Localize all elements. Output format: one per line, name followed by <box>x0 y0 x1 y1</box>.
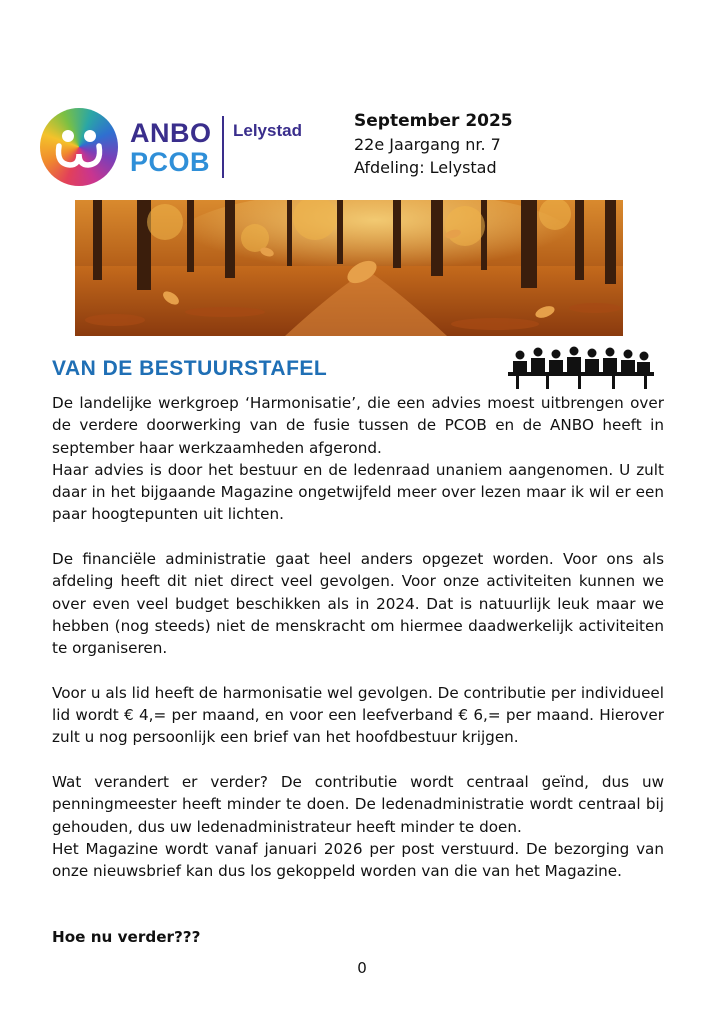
issue-department: Afdeling: Lelystad <box>354 158 497 177</box>
logo-emblem-icon <box>40 108 118 186</box>
article-body <box>52 392 664 905</box>
logo-text-anbo: ANBO <box>130 118 212 148</box>
paragraph: Het Magazine wordt vanaf januari 2026 per post verstuurd. De bezorging van onze nieuwsbrief kan dus los gekoppeld worden van die van het Magazine. <box>52 839 664 881</box>
section-title: VAN DE BESTUURSTAFEL <box>52 357 328 380</box>
paragraph: Haar advies is door het bestuur en de ledenraad unaniem aangenomen. U zult daar in het bijgaande Magazine ongetwijfeld meer over lezen maar ik wil er een paar hoogtepunten uit lichten. <box>52 460 664 524</box>
meeting-table-silhouette-icon <box>508 343 654 391</box>
logo-divider <box>222 116 224 178</box>
paragraph: De financiële administratie gaat heel anders opgezet worden. Voor ons als afdeling heeft dit niet direct veel gevolgen. Voor onze activiteiten kunnen we over even veel budget beschikken als in 2024. Dat is natuurlijk leuk maar we hebben (nog steeds) niet de menskracht om hiermee daadwerkelijk activiteiten te organiseren. <box>52 550 664 658</box>
paragraph: De landelijke werkgroep ‘Harmonisatie’, die een advies moest uitbrengen over de verdere doorwerking van de fusie tussen de PCOB en de ANBO heeft in september haar werkzaamheden afgerond. <box>52 394 664 457</box>
logo-text-pcob: PCOB <box>130 147 211 177</box>
paragraph: Wat verandert er verder? De contributie wordt centraal geïnd, dus uw penningmeester heeft minder te doen. De ledenadministratie wordt centraal bij gehouden, dus uw ledenadministrateur heeft minder te doen. <box>52 773 664 836</box>
issue-date: September 2025 <box>354 111 513 131</box>
paragraph: Voor u als lid heeft de harmonisatie wel gevolgen. De contributie per individueel lid wordt € 4,= per maand, en voor een leefverband € 6,= per maand. Hierover zult u nog persoonlijk een brief van het hoofdbestuur krijgen. <box>52 683 664 747</box>
issue-volume: 22e Jaargang nr. 7 <box>354 135 501 154</box>
subheading: Hoe nu verder??? <box>52 928 201 946</box>
anbo-pcob-logo <box>40 108 310 192</box>
logo-branch-name: Lelystad <box>233 121 302 140</box>
issue-info <box>354 110 513 179</box>
autumn-forest-photo <box>75 200 623 336</box>
page-number: 0 <box>357 959 367 977</box>
